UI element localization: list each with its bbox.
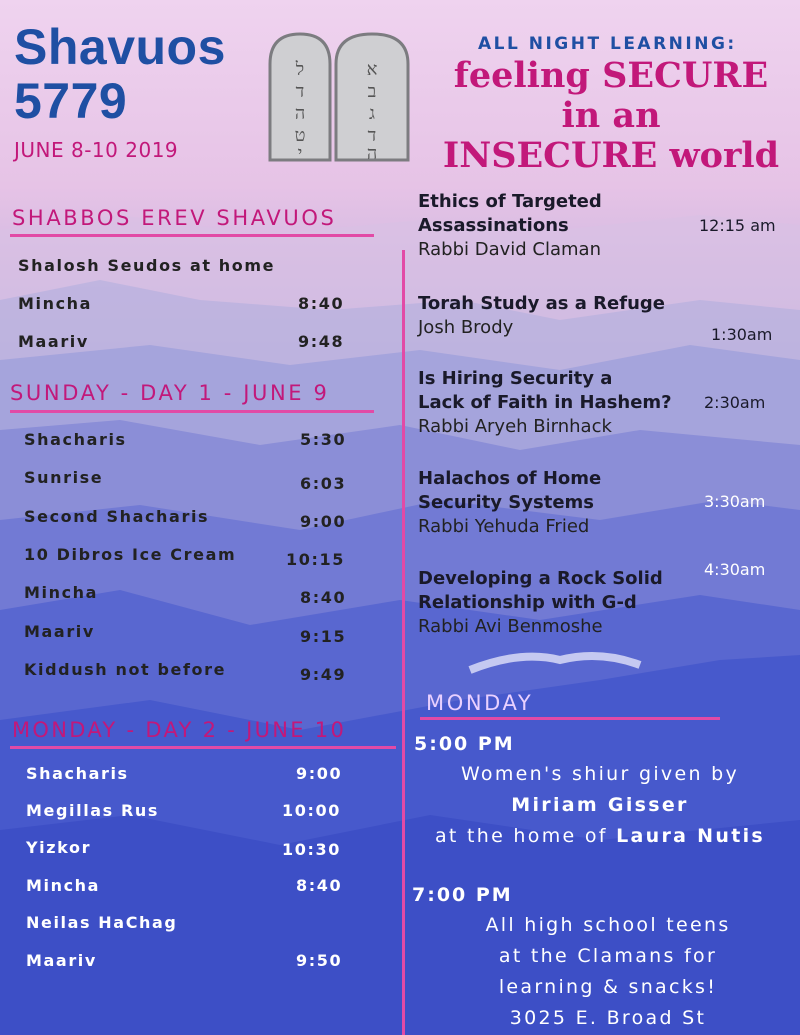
talk-title-line-2: Security Systems xyxy=(418,492,595,513)
event-address: 3025 E. Broad St xyxy=(509,1007,707,1029)
talk-speaker: Josh Brody xyxy=(418,317,514,338)
event-location-prefix: at the home of xyxy=(434,825,617,847)
monday-schedule-heading: MONDAY - DAY 2 - JUNE 10 xyxy=(12,718,347,742)
talk-title-line-2: Assassinations xyxy=(418,215,569,236)
row-label: Megillas Rus xyxy=(26,801,160,820)
talk-time: 12:15 am xyxy=(699,216,776,235)
talk-item xyxy=(418,367,672,439)
tablet-left-letter-2: ד xyxy=(295,81,305,102)
row-label: Mincha xyxy=(26,876,101,895)
row-time: 9:50 xyxy=(296,951,343,970)
row-label: Shacharis xyxy=(26,764,129,783)
event-line: All high school teens xyxy=(485,914,731,936)
schedule-row xyxy=(26,801,356,820)
schedule-row xyxy=(24,430,354,449)
tagline: ALL NIGHT LEARNING: xyxy=(478,34,737,54)
schedule-row xyxy=(26,951,356,970)
row-time: 8:40 xyxy=(298,294,345,313)
row-label: Second Shacharis xyxy=(24,507,210,526)
talk-item xyxy=(418,292,665,340)
event-line: learning & snacks! xyxy=(498,976,718,998)
talk-item xyxy=(418,567,663,639)
event-time: 5:00 PM xyxy=(414,733,515,755)
theme-title xyxy=(430,56,792,176)
schedule-row xyxy=(18,294,348,313)
talk-title-line-1: Ethics of Targeted xyxy=(418,191,602,212)
row-label: Sunrise xyxy=(24,468,104,487)
talk-title-line-2: Lack of Faith in Hashem? xyxy=(418,392,672,413)
tablet-right-letter-4: ד xyxy=(367,125,377,146)
event-location xyxy=(410,821,790,852)
talk-time: 1:30am xyxy=(711,325,773,344)
row-time: 9:15 xyxy=(300,627,347,646)
row-label: 10 Dibros Ice Cream xyxy=(24,545,237,564)
event-description xyxy=(410,759,790,852)
title-line-1: Shavuos xyxy=(14,19,226,75)
schedule-row xyxy=(18,256,275,275)
row-label: Maariv xyxy=(26,951,97,970)
row-label: Maariv xyxy=(24,622,95,641)
event-location-name: Laura Nutis xyxy=(616,825,766,847)
event-date: JUNE 8-10 2019 xyxy=(14,138,179,162)
talk-time: 4:30am xyxy=(704,560,766,579)
row-label: Neilas HaChag xyxy=(26,913,178,932)
schedule-row xyxy=(24,507,354,531)
talk-title-line-2: Relationship with G-d xyxy=(418,592,637,613)
monday-events-heading: MONDAY xyxy=(426,691,534,715)
row-time: 8:40 xyxy=(300,588,347,607)
schedule-row xyxy=(24,583,354,607)
row-label: Shacharis xyxy=(24,430,127,449)
schedule-row xyxy=(18,332,348,351)
shabbos-heading-rule xyxy=(10,234,374,237)
schedule-row xyxy=(26,876,356,895)
schedule-row xyxy=(26,913,356,932)
talk-title-line-1: Torah Study as a Refuge xyxy=(418,293,665,314)
row-time: 6:03 xyxy=(300,474,347,493)
talk-time: 3:30am xyxy=(704,492,766,511)
row-label: Kiddush not before xyxy=(24,660,227,679)
monday-schedule-rule xyxy=(10,746,396,749)
tablet-left-letter-1: ל xyxy=(295,59,305,80)
sunday-heading-rule xyxy=(10,410,374,413)
monday-events-rule xyxy=(420,717,720,720)
event-line: at the Clamans for xyxy=(498,945,718,967)
row-time: 9:00 xyxy=(296,764,343,783)
row-time: 10:00 xyxy=(282,801,341,820)
row-time: 8:40 xyxy=(296,876,343,895)
row-time: 9:49 xyxy=(300,665,347,684)
talk-speaker: Rabbi Aryeh Birnhack xyxy=(418,416,612,437)
talk-speaker: Rabbi David Claman xyxy=(418,239,601,260)
talk-item xyxy=(418,467,601,539)
tablet-right-letter-3: ג xyxy=(369,103,375,124)
tablet-left-letter-4: ט xyxy=(294,125,306,146)
schedule-row xyxy=(24,622,354,646)
schedule-row xyxy=(24,468,354,493)
theme-line-1: feeling SECURE xyxy=(453,55,769,96)
tablet-right-letter-1: א xyxy=(366,59,378,80)
talk-speaker: Rabbi Yehuda Fried xyxy=(418,516,590,537)
schedule-row xyxy=(26,838,356,857)
tablet-left-letter-5: י xyxy=(297,143,303,164)
talk-title-line-1: Developing a Rock Solid xyxy=(418,568,663,589)
tablet-right-letter-5: ה xyxy=(366,143,378,164)
event-time: 7:00 PM xyxy=(412,884,513,906)
talk-title-line-1: Is Hiring Security a xyxy=(418,368,613,389)
row-time: 10:15 xyxy=(286,550,345,569)
event-line: Women's shiur given by xyxy=(460,763,740,785)
row-label: Mincha xyxy=(24,583,99,602)
event-host: Miriam Gisser xyxy=(511,794,689,816)
theme-line-3: INSECURE world xyxy=(442,135,780,176)
talk-time: 2:30am xyxy=(704,393,766,412)
title-line-2: 5779 xyxy=(14,73,128,129)
schedule-row xyxy=(24,545,354,569)
page-title xyxy=(14,19,226,129)
talk-speaker: Rabbi Avi Benmoshe xyxy=(418,616,603,637)
talk-item xyxy=(418,190,602,262)
row-label: Mincha xyxy=(18,294,93,313)
tablet-left-letter-3: ה xyxy=(294,103,306,124)
row-time: 9:48 xyxy=(298,332,345,351)
row-label: Shalosh Seudos at home xyxy=(18,256,276,275)
tablet-right-letter-2: ב xyxy=(367,81,377,102)
row-label: Yizkor xyxy=(26,838,92,857)
tablets-icon xyxy=(262,30,422,165)
row-label: Maariv xyxy=(18,332,89,351)
event-description xyxy=(418,910,798,1034)
row-time: 5:30 xyxy=(300,430,347,449)
theme-line-2: in an xyxy=(561,95,661,136)
schedule-row xyxy=(24,660,354,684)
shabbos-heading: SHABBOS EREV SHAVUOS xyxy=(12,206,337,230)
row-time: 10:30 xyxy=(282,840,341,859)
talk-title-line-1: Halachos of Home xyxy=(418,468,602,489)
column-divider xyxy=(402,250,405,1035)
sunday-heading: SUNDAY - DAY 1 - JUNE 9 xyxy=(10,381,330,405)
row-time: 9:00 xyxy=(300,512,347,531)
schedule-row xyxy=(26,764,356,783)
